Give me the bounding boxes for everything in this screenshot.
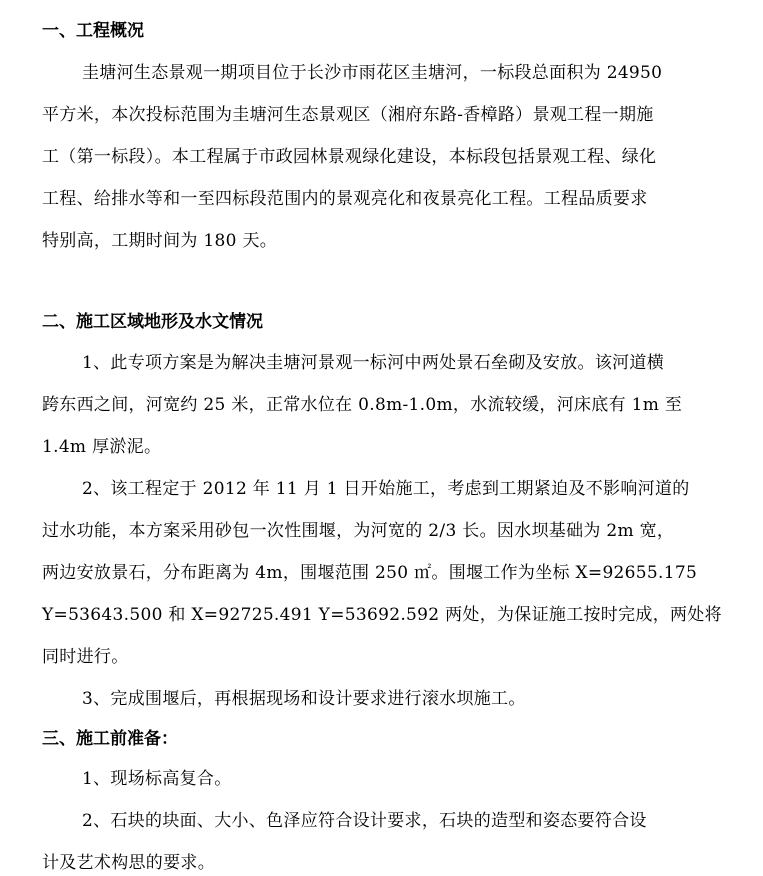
section-heading-terrain-hydrology: 二、施工区域地形及水文情况 [42,312,263,332]
paragraph-line: 计及艺术构思的要求。 [42,853,215,873]
paragraph-line: 跨东西之间，河宽约 25 米，正常水位在 0.8m-1.0m，水流较缓，河床底有 1m 至 [42,395,683,415]
section-heading-overview: 一、工程概况 [42,21,144,41]
paragraph-line: 圭塘河生态景观一期项目位于长沙市雨花区圭塘河，一标段总面积为 24950 [82,63,663,83]
paragraph-line: 3、完成围堰后，再根据现场和设计要求进行滚水坝施工。 [82,689,526,709]
paragraph-line: 同时进行。 [42,647,129,667]
paragraph-line: 平方米，本次投标范围为圭塘河生态景观区（湘府东路-香樟路）景观工程一期施 [42,105,654,125]
paragraph-line: 1、此专项方案是为解决圭塘河景观一标河中两处景石垒砌及安放。该河道横 [82,353,665,373]
paragraph-line: 1、现场标高复合。 [82,769,232,789]
paragraph-line: 工（第一标段）。本工程属于市政园林景观绿化建设，本标段包括景观工程、绿化 [42,147,657,167]
paragraph-line: 1.4m 厚淤泥。 [42,437,162,457]
paragraph-line: 特别高，工期时间为 180 天。 [42,231,278,251]
paragraph-line: 两边安放景石，分布距离为 4m，围堰范围 250 ㎡。围堰工作为坐标 X=92655.175 [42,563,698,583]
paragraph-line: 2、该工程定于 2012 年 11 月 1 日开始施工，考虑到工期紧迫及不影响河道的 [82,479,690,499]
paragraph-line: 过水功能，本方案采用砂包一次性围堰，为河宽的 2/3 长。因水坝基础为 2m 宽， [42,521,675,541]
section-heading-preparation: 三、施工前准备： [42,729,178,749]
paragraph-line: 2、石块的块面、大小、色泽应符合设计要求，石块的造型和姿态要符合设 [82,811,647,831]
paragraph-line: 工程、给排水等和一至四标段范围内的景观亮化和夜景亮化工程。工程品质要求 [42,189,648,209]
paragraph-line: Y=53643.500 和 X=92725.491 Y=53692.592 两处，为保证施工按时完成，两处将 [42,605,722,625]
